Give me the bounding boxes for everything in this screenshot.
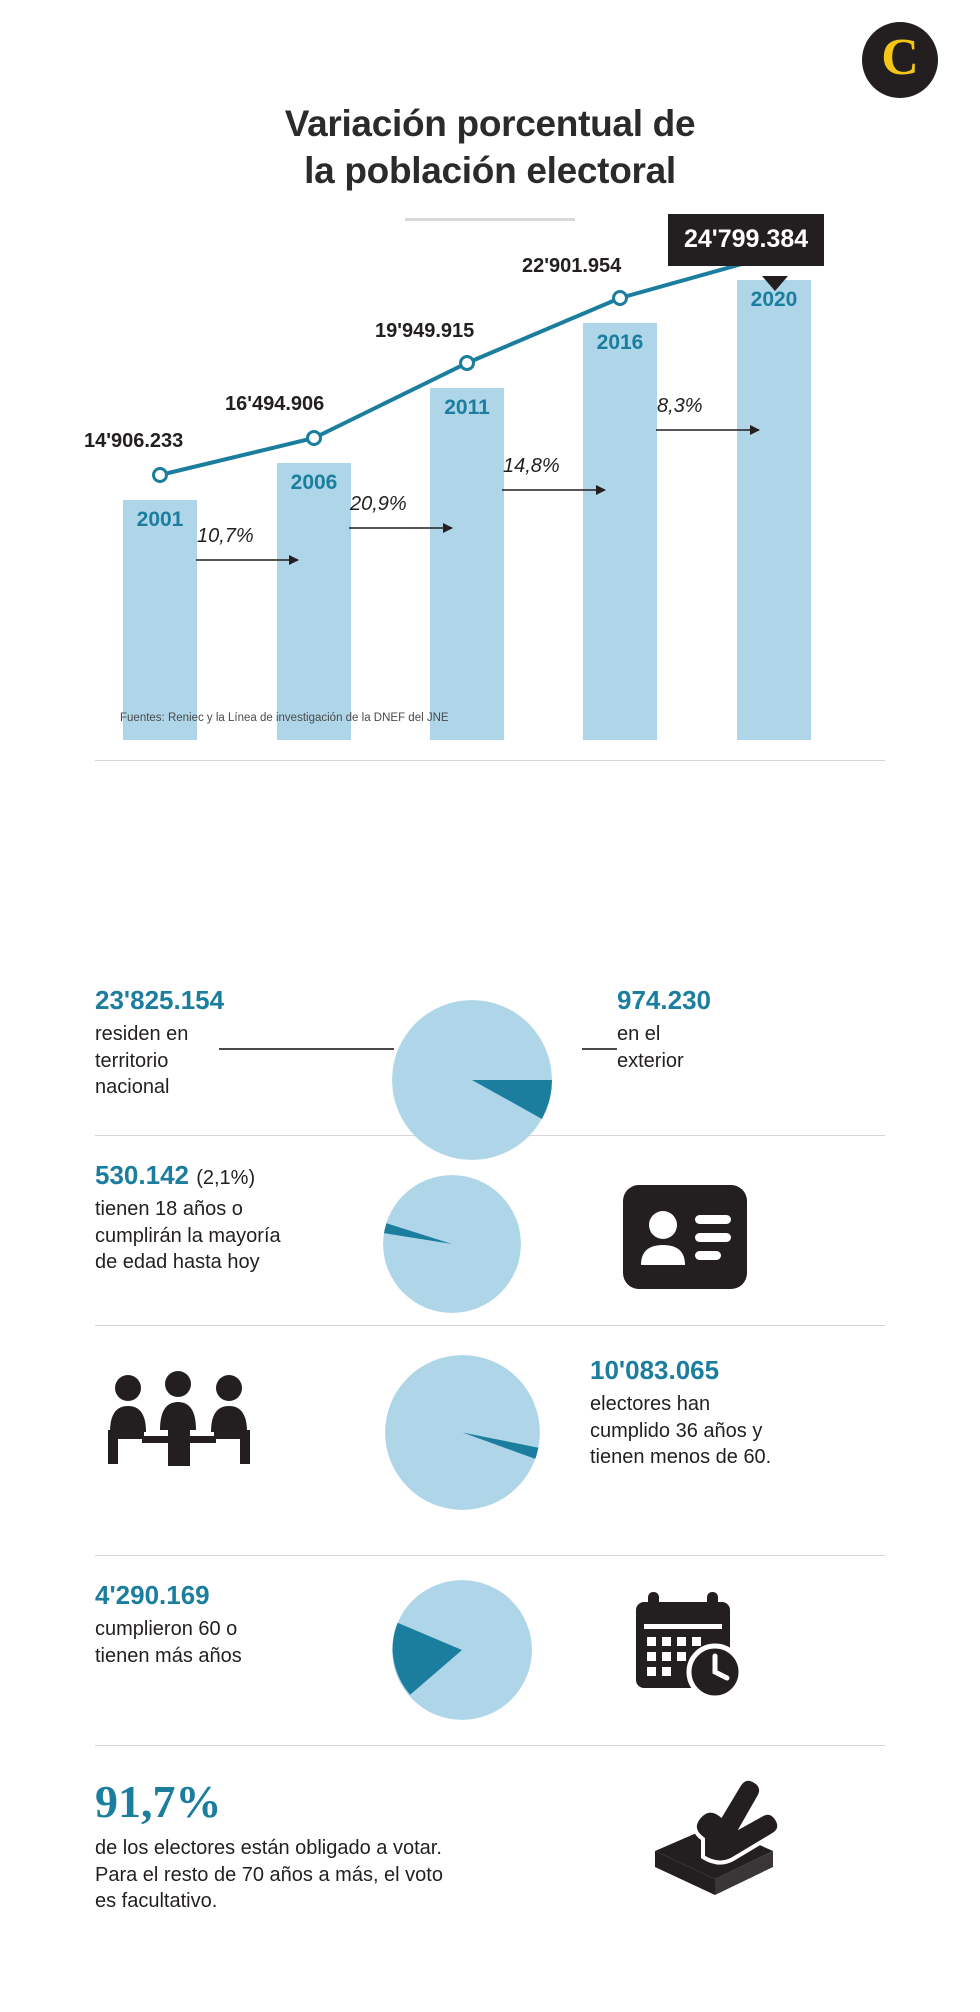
stat-jovenes-number — [95, 1160, 385, 1191]
bar-year-2001: 2001 — [136, 508, 184, 531]
page-title-line1: Variación porcentual de — [284, 103, 696, 144]
stat-residencia-right-line2: exterior — [617, 1049, 684, 1072]
stat-mayores-line1: cumplieron 60 o — [95, 1618, 238, 1640]
stat-adultos-line2: cumplido 36 años y — [590, 1419, 763, 1442]
divider-3 — [95, 1325, 885, 1326]
stat-adultos-line3: tienen menos de 60. — [590, 1446, 772, 1469]
divider-1 — [95, 760, 885, 761]
stat-adultos-number: 10'083.065 — [590, 1355, 720, 1385]
stat-jovenes-value: 530.142 — [95, 1160, 189, 1190]
value-label-2001: 14'906.233 — [84, 430, 184, 452]
stat-adultos-line1: electores han — [590, 1393, 711, 1415]
divider-5 — [95, 1745, 885, 1746]
bar-year-2020: 2020 — [750, 288, 798, 311]
stat-residencia-left-line2: territorio — [95, 1049, 169, 1072]
pie-jovenes — [383, 1175, 521, 1313]
stat-jovenes-line2: cumplirán la mayoría — [95, 1224, 281, 1247]
stat-residencia-left — [95, 985, 345, 1101]
footer-line2: Para el resto de 70 años a más, el voto — [95, 1863, 443, 1886]
footer-line3: es facultativo. — [95, 1890, 218, 1913]
bar-year-2011: 2011 — [444, 396, 490, 419]
logo-letter: C — [881, 29, 919, 86]
calendar-clock-icon — [630, 1590, 748, 1702]
bar-year-2006: 2006 — [290, 471, 338, 494]
pie-residencia — [392, 1000, 552, 1160]
pie-mayores — [392, 1580, 532, 1720]
stat-mayores-line2: tienen más años — [95, 1644, 242, 1667]
footer-text — [95, 1835, 635, 1915]
stat-jovenes-line3: de edad hasta hoy — [95, 1251, 260, 1274]
stat-jovenes-line1: tienen 18 años o — [95, 1198, 243, 1220]
divider-4 — [95, 1555, 885, 1556]
title-divider — [405, 218, 575, 221]
growth-label-2016-2020: 8,3% — [657, 395, 703, 417]
pie-adultos — [385, 1355, 540, 1510]
stat-mayores — [95, 1580, 375, 1669]
growth-label-2001-2006: 10,7% — [197, 525, 254, 547]
stat-residencia-right — [617, 985, 837, 1074]
stat-mayores-number: 4'290.169 — [95, 1580, 210, 1610]
logo-circle — [862, 22, 938, 98]
stat-jovenes — [95, 1160, 385, 1276]
voting-hand-icon — [645, 1755, 785, 1905]
stat-jovenes-sub: (2,1%) — [196, 1167, 256, 1189]
value-label-2011: 19'949.915 — [375, 320, 475, 342]
leader-line-right-1 — [582, 1048, 617, 1050]
stat-residencia-left-line1: residen en — [95, 1023, 189, 1045]
page-title-line2: la población electoral — [304, 150, 676, 192]
meeting-people-icon — [98, 1370, 258, 1480]
growth-arrows — [0, 230, 980, 740]
footer-line1: de los electores están obligado a votar. — [95, 1837, 442, 1859]
bar-year-2016: 2016 — [596, 331, 644, 354]
growth-label-2011-2016: 14,8% — [503, 455, 560, 477]
value-label-2016: 22'901.954 — [522, 255, 622, 277]
stat-adultos — [590, 1355, 870, 1471]
stat-residencia-right-number: 974.230 — [617, 985, 711, 1015]
page-title — [0, 100, 980, 195]
stat-residencia-right-line1: en el — [617, 1023, 661, 1045]
highlight-callout: 24'799.384 — [668, 214, 824, 266]
leader-line-left-1 — [219, 1048, 394, 1050]
chart-source: Fuentes: Reniec y la Línea de investigación de la DNEF del JNE — [120, 712, 449, 724]
footer-percent: 91,7% — [95, 1776, 222, 1827]
growth-label-2006-2011: 20,9% — [350, 493, 407, 515]
stat-residencia-left-number: 23'825.154 — [95, 985, 225, 1015]
value-label-2006: 16'494.906 — [225, 393, 325, 415]
id-card-icon — [623, 1185, 747, 1289]
stat-residencia-left-line3: nacional — [95, 1076, 170, 1099]
bar-chart — [0, 225, 980, 740]
brand-logo — [862, 22, 938, 98]
